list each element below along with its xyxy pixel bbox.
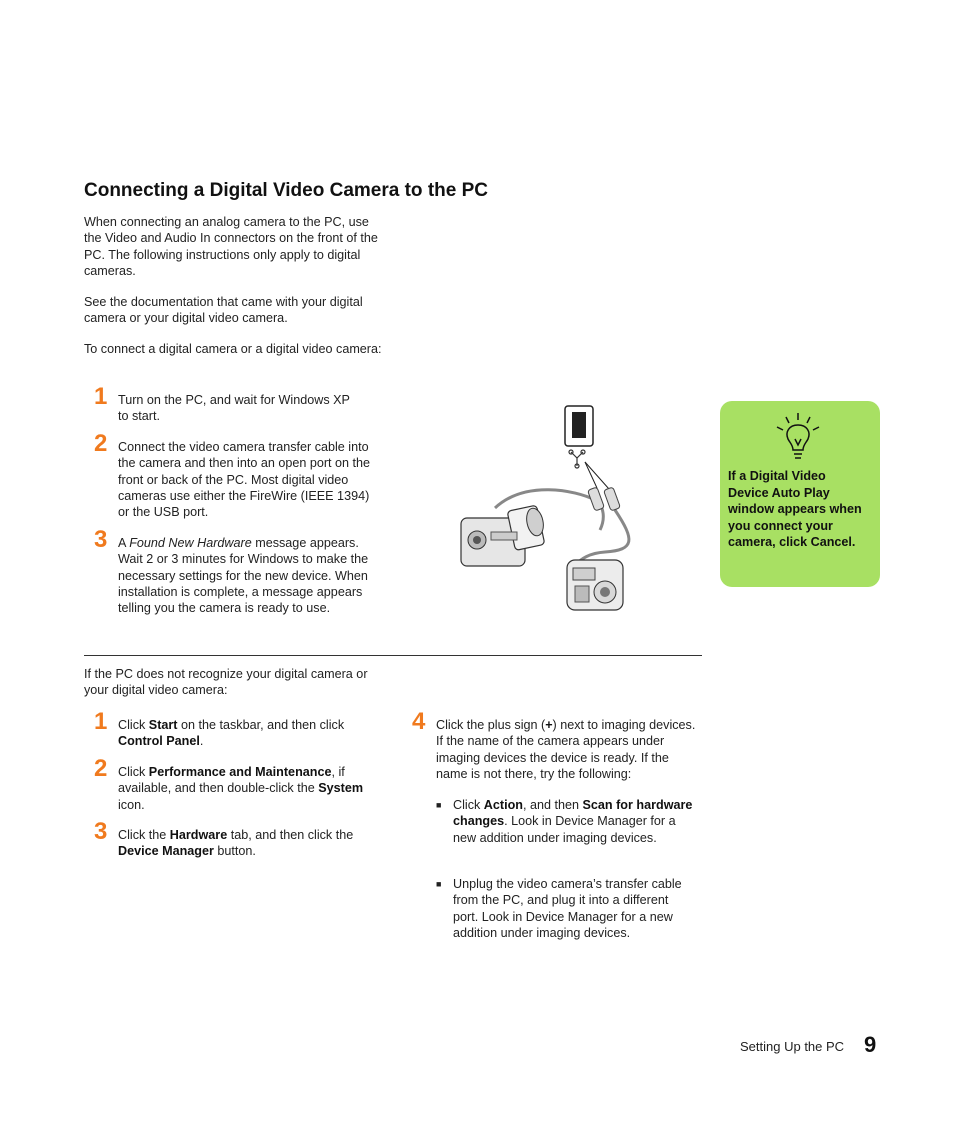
camera-cable-illustration bbox=[455, 400, 655, 620]
step-text bbox=[118, 717, 368, 750]
text-run: . bbox=[199, 734, 204, 749]
tip-text: If a Digital Video Device Auto Play window appears when you connect your camera, click Cancel. bbox=[728, 469, 862, 549]
bold-text: Device Manager bbox=[118, 844, 214, 859]
step-text: Connect the video camera transfer cable into the camera and then into an open port on the front or back of the PC. Most digital video cameras use either the FireWire (IEEE 1394) or the USB port. bbox=[118, 440, 371, 520]
troubleshoot-step-4 bbox=[402, 708, 702, 782]
footer-section-label: Setting Up the PC bbox=[740, 1039, 845, 1054]
port-connector-slot bbox=[572, 412, 586, 438]
text-run: , and then bbox=[522, 798, 583, 812]
text-run: on the taskbar, and then click bbox=[177, 718, 345, 732]
step-text bbox=[118, 827, 380, 860]
bold-text: + bbox=[545, 718, 553, 732]
text-run: ) next to imaging devices. If the name of the camera appears under imaging devices the device is ready. If the name is not there, try the following: bbox=[436, 718, 696, 781]
troubleshoot-step-1 bbox=[84, 708, 389, 750]
bullet-square-icon: ■ bbox=[436, 800, 442, 810]
step-text bbox=[118, 535, 383, 616]
pointer-line bbox=[585, 462, 597, 488]
step-number: 1 bbox=[94, 383, 108, 410]
text-run: Click the bbox=[118, 828, 170, 842]
intro-paragraph-3: To connect a digital camera or a digital video camera: bbox=[84, 342, 382, 356]
text-run: message appears. Wait 2 or 3 minutes for Windows to make the necessary settings for the new device. When installation is complete, a message appears telling you the camera is ready to use. bbox=[118, 536, 369, 616]
cable-plug bbox=[604, 487, 621, 511]
intro-paragraph-2: See the documentation that came with your digital camera or your digital video camera. bbox=[84, 295, 363, 326]
tip-box bbox=[720, 401, 880, 587]
text-run: A bbox=[118, 536, 130, 550]
troubleshoot-step-2 bbox=[84, 755, 389, 813]
bold-text: Hardware bbox=[169, 828, 228, 842]
text-run: Click bbox=[118, 765, 149, 779]
bullet-text bbox=[453, 797, 693, 846]
bold-text: Action bbox=[483, 798, 523, 812]
bold-text: Performance and Maintenance bbox=[148, 765, 332, 779]
connect-step-1 bbox=[84, 383, 389, 425]
troubleshoot-intro: If the PC does not recognize your digital camera or your digital video camera: bbox=[84, 667, 368, 698]
bold-text: Scan for hardware changes bbox=[453, 798, 693, 829]
step-text: Turn on the PC, and wait for Windows XP to start. bbox=[118, 393, 350, 424]
connect-step-3 bbox=[84, 526, 389, 616]
section-divider bbox=[84, 655, 702, 656]
text-run: , if available, and then double-click the bbox=[118, 765, 345, 796]
digital-camera-icon bbox=[567, 560, 623, 610]
lightbulb-icon bbox=[772, 411, 824, 463]
text-run: Unplug the video camera’s transfer cable from the PC, and plug it into a different port. Look in Device Manager for a new addition under imaging devices. bbox=[453, 877, 682, 940]
text-run: Click the plus sign ( bbox=[436, 718, 546, 732]
step-number: 4 bbox=[412, 708, 426, 735]
video-camera-icon bbox=[461, 505, 546, 566]
text-run: tab, and then click the bbox=[227, 828, 354, 842]
page-number: 9 bbox=[864, 1032, 877, 1057]
step-text bbox=[436, 717, 698, 782]
firewire-symbol-icon bbox=[569, 450, 585, 468]
step-text bbox=[118, 764, 376, 813]
step-number: 1 bbox=[94, 708, 108, 735]
text-run: Click bbox=[453, 798, 484, 812]
bullet-item-2 bbox=[436, 876, 696, 941]
bold-text: Start bbox=[148, 718, 178, 732]
text-run: . Look in Device Manager for a new addition under imaging devices. bbox=[453, 814, 676, 845]
emphasis-text: Found New Hardware bbox=[129, 536, 252, 550]
text-run: button. bbox=[213, 844, 256, 859]
page-title: Connecting a Digital Video Camera to the PC bbox=[84, 180, 488, 201]
step-number: 3 bbox=[94, 818, 108, 845]
connect-step-2 bbox=[84, 430, 389, 520]
step-number: 2 bbox=[94, 755, 108, 782]
bullet-text bbox=[453, 876, 695, 941]
text-run: Click bbox=[118, 718, 149, 732]
bullet-item-1 bbox=[436, 797, 696, 846]
step-number: 3 bbox=[94, 526, 108, 553]
bold-text: Control Panel bbox=[118, 734, 200, 749]
step-number: 2 bbox=[94, 430, 108, 457]
intro-paragraph-1: When connecting an analog camera to the PC, use the Video and Audio In connectors on the front of the PC. The following instructions only apply to digital cameras. bbox=[84, 215, 378, 278]
bullet-square-icon: ■ bbox=[436, 879, 442, 889]
troubleshoot-step-3 bbox=[84, 818, 389, 860]
text-run: icon. bbox=[118, 797, 145, 812]
bold-text: System bbox=[318, 781, 364, 796]
